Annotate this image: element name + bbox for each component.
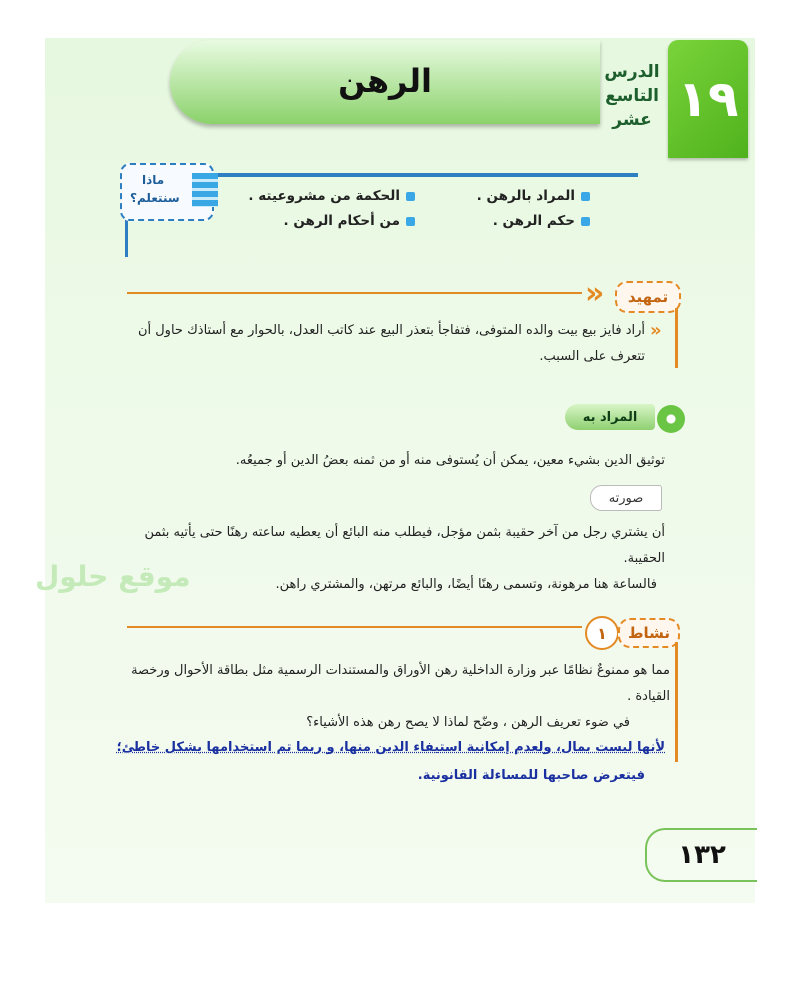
lesson-number: ١٩ <box>677 70 739 128</box>
objective-text: حكم الرهن . <box>492 213 575 229</box>
form-line: الحقيبة. <box>623 551 665 566</box>
form-line: أن يشتري رجل من آخر حقيبة بثمن مؤجل، فيطلب منه البائع أن يعطيه ساعته رهنًا حتى يأتيه بثمن <box>144 525 665 540</box>
textbook-page <box>35 38 755 903</box>
page-number-text: ١٣٢ <box>678 840 726 870</box>
activity-question: في ضوء تعريف الرهن ، وضّح لماذا لا يصح رهن هذه الأشياء؟ <box>306 715 630 730</box>
title-banner <box>170 40 600 124</box>
objective-item <box>245 213 415 229</box>
lesson-label <box>600 60 664 132</box>
objectives-badge <box>120 163 214 221</box>
form-label <box>590 485 662 511</box>
meaning-line: توثيق الدين بشيء معين، يمكن أن يُستوفى منه أو من ثمنه بعضُ الدين أو جميعُه. <box>235 453 665 468</box>
intro-label <box>615 281 681 313</box>
objectives-badge-line1: ماذا <box>142 173 165 187</box>
objective-item <box>450 213 590 229</box>
form-line: فالساعة هنا مرهونة، وتسمى رهنًا أيضًا، والبائع مرتهن، والمشتري راهن. <box>275 577 657 592</box>
objective-text: من أحكام الرهن . <box>283 213 400 229</box>
activity-label-text: نشاط <box>627 624 671 642</box>
meaning-label-text: المراد به <box>582 409 638 425</box>
flower-icon <box>657 405 685 433</box>
intro-vertical-rule <box>675 308 678 368</box>
answer-text: فيتعرض صاحبها للمساءلة القانونية. <box>417 768 645 783</box>
objective-item <box>450 188 590 204</box>
activity-answer-line <box>85 740 665 755</box>
form-text <box>110 520 665 598</box>
activity-vertical-rule <box>675 642 678 762</box>
answer-text: لأنها ليست بمال، ولعدم إمكانية استيفاء الدين منها، و ربما تم استخدامها بشكل خاطئ؛ <box>116 740 665 755</box>
intro-label-text: تمهيد <box>627 288 669 306</box>
activity-line: مما هو ممنوعٌ نظامًا عبر وزارة الداخلية رهن الأوراق والمستندات الرسمية مثل بطاقة الأحوال ورخصة <box>131 663 670 678</box>
objective-text: الحكمة من مشروعيته . <box>248 188 400 204</box>
meaning-label <box>565 404 655 430</box>
activity-divider <box>127 626 582 628</box>
activity-answer-line <box>85 768 645 783</box>
intro-line: تتعرف على السبب. <box>539 349 645 364</box>
activity-line: القيادة . <box>627 689 670 704</box>
notebook-icon <box>192 173 218 207</box>
bullet-icon <box>581 217 590 226</box>
objective-item <box>245 188 415 204</box>
activity-label <box>618 618 680 648</box>
intro-divider <box>127 292 582 294</box>
form-label-text: صورته <box>608 490 644 506</box>
lesson-number-block <box>668 40 748 158</box>
bullet-icon <box>406 192 415 201</box>
activity-number-badge <box>585 616 619 650</box>
lesson-label-line: الدرس <box>604 62 660 82</box>
intro-line: أراد فايز بيع بيت والده المتوفى، فتفاجأ بتعذر البيع عند كاتب العدل، بالحوار مع أستاذك حاول أن <box>137 323 645 338</box>
intro-text <box>105 318 645 370</box>
page-number <box>645 828 757 882</box>
watermark-text: موقع حلول <box>35 560 191 593</box>
small-chevron-icon: « <box>650 320 662 341</box>
activity-number: ١ <box>597 623 607 643</box>
objectives-badge-line2: سنتعلم؟ <box>130 191 180 205</box>
meaning-text <box>125 448 665 474</box>
lesson-title: الرهن <box>338 62 432 100</box>
double-chevron-icon: « <box>585 276 597 311</box>
objective-text: المراد بالرهن . <box>476 188 575 204</box>
bullet-icon <box>581 192 590 201</box>
site-watermark <box>35 560 191 593</box>
lesson-label-line: التاسع <box>605 86 659 106</box>
lesson-label-line: عشر <box>612 110 652 130</box>
bullet-icon <box>406 217 415 226</box>
activity-text <box>105 658 670 736</box>
